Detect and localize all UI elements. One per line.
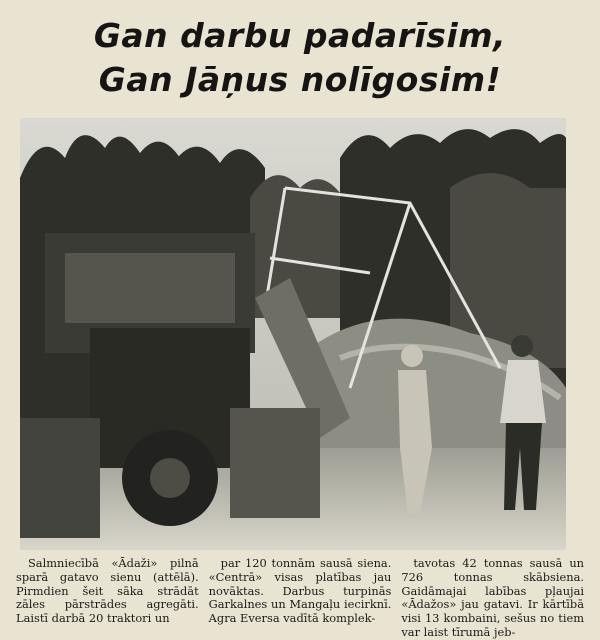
column-1-text: Salmniecībā «Ādaži» pilnā sparā gatavo sienu (attēlā). Pirmdien šeit sāka strādāt zāles pārstrādes agregāti. Laistī darbā 20 traktori un bbox=[16, 556, 199, 626]
headline-line-1: Gan darbu padarīsim, bbox=[93, 16, 507, 55]
article-column-3 bbox=[401, 556, 585, 639]
photo-illustration bbox=[20, 118, 566, 550]
headline bbox=[0, 14, 600, 102]
article-column-1 bbox=[16, 557, 199, 626]
article-body bbox=[16, 556, 585, 639]
news-photo bbox=[20, 118, 566, 550]
headline-line-2: Gan Jāņus nolīgosim! bbox=[98, 60, 502, 99]
column-2-text: par 120 tonnām sausā siena. «Centrā» visas platības jau novāktas. Darbus turpinās Garkalnes un Mangaļu iecirknī. Agra Eversa vadītā komplek- bbox=[208, 556, 392, 626]
article-column-2 bbox=[209, 557, 392, 626]
column-3-text: tavotas 42 tonnas sausā un 726 tonnas skābsiena. Gaidāmajai labības pļaujai «Ādažos» jau gatavi. Ir kārtībā visi 13 kombaini, sešus no tiem var laist tīrumā jeb- bbox=[401, 556, 585, 639]
